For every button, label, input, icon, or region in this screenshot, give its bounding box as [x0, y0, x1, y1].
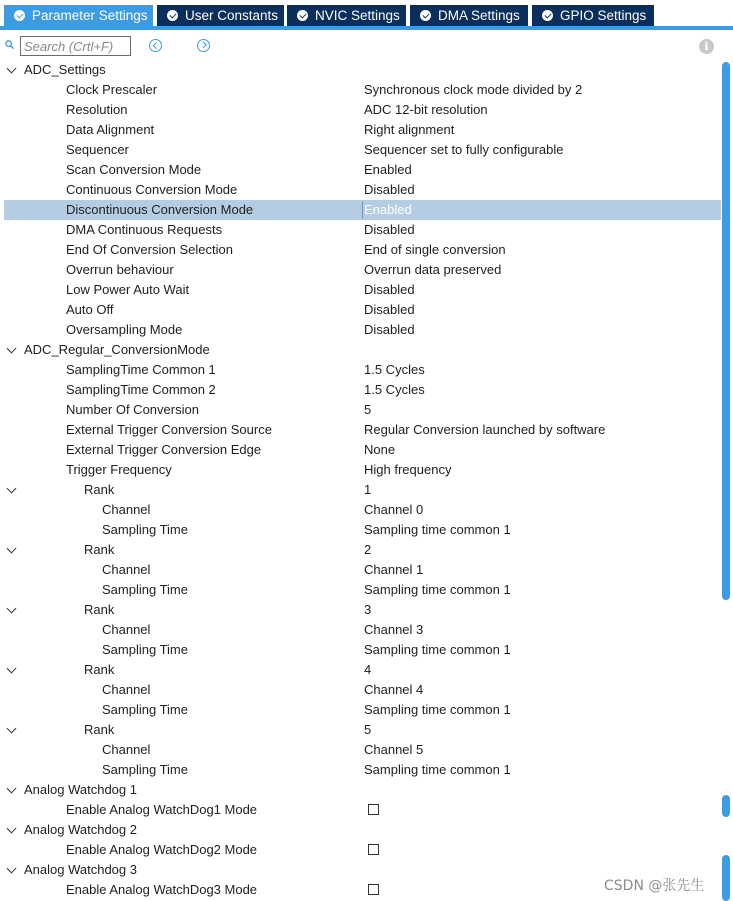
chevron-down-icon[interactable]	[7, 664, 17, 674]
tree-row-resolution[interactable]	[0, 100, 722, 120]
chevron-down-icon[interactable]	[7, 544, 17, 554]
tree-row-label: Rank	[84, 662, 115, 677]
tree-row-label: End Of Conversion Selection	[66, 242, 233, 257]
tree-row-value[interactable]: Enabled	[364, 200, 412, 220]
tree-group-rank[interactable]	[0, 480, 722, 500]
vertical-scrollbar[interactable]	[722, 60, 733, 901]
tree-row-channel[interactable]	[0, 500, 722, 520]
tab-label: DMA Settings	[438, 8, 520, 23]
tree-row-label: Rank	[84, 602, 115, 617]
tree-row-label: Channel	[102, 562, 151, 577]
tree-row-sequencer[interactable]	[0, 140, 722, 160]
tree-row-label: External Trigger Conversion Source	[66, 422, 272, 437]
tree-row-label: Sequencer	[66, 142, 129, 157]
tree-row-channel[interactable]	[0, 620, 722, 640]
tree-row-label: Analog Watchdog 3	[24, 862, 137, 877]
tree-row-value[interactable]: Channel 5	[364, 742, 424, 757]
tree-row-external-trigger-conversion-edge[interactable]	[0, 440, 722, 460]
tree-row-channel[interactable]	[0, 560, 722, 580]
tree-row-label: Trigger Frequency	[66, 462, 172, 477]
checkbox[interactable]	[368, 884, 379, 895]
check-circle-icon	[14, 10, 25, 21]
tree-row-value[interactable]: Sampling time common 1	[364, 522, 511, 537]
tree-row-value[interactable]: Channel 1	[364, 562, 424, 577]
tree-row-samplingtime-common-1[interactable]	[0, 360, 722, 380]
tree-row-value[interactable]: 5	[364, 402, 372, 417]
tab-bar-underline	[0, 26, 733, 30]
tree-row-label: Sampling Time	[102, 582, 188, 597]
tree-row-label: Channel	[102, 622, 151, 637]
tree-row-label: Clock Prescaler	[66, 82, 158, 97]
tree-row-sampling-time[interactable]	[0, 580, 722, 600]
check-circle-icon	[420, 10, 431, 21]
tree-row-label: Enable Analog WatchDog3 Mode	[66, 882, 258, 897]
tab-label: User Constants	[185, 8, 279, 23]
tree-row-label: Enable Analog WatchDog2 Mode	[66, 842, 258, 857]
tree-row-label: Data Alignment	[66, 122, 155, 137]
tree-row-label: Overrun behaviour	[66, 262, 174, 277]
search-input[interactable]	[20, 36, 131, 56]
chevron-down-icon[interactable]	[7, 64, 17, 74]
tree-row-low-power-auto-wait[interactable]	[0, 280, 722, 300]
tree-row-auto-off[interactable]	[0, 300, 722, 320]
tree-row-value[interactable]: Sampling time common 1	[364, 762, 511, 777]
tree-row-label: Analog Watchdog 1	[24, 782, 137, 797]
tree-row-dma-continuous-requests[interactable]	[0, 220, 722, 240]
tree-row-label: External Trigger Conversion Edge	[66, 442, 262, 457]
tree-row-label: Number Of Conversion	[66, 402, 199, 417]
tab-user-constants[interactable]	[157, 5, 284, 26]
tree-row-value[interactable]: 1	[364, 482, 372, 497]
tree-row-value[interactable]: 5	[364, 722, 372, 737]
tree-row-label: Analog Watchdog 2	[24, 822, 137, 837]
tree-row-label: SamplingTime Common 2	[66, 382, 216, 397]
tree-row-label: Sampling Time	[102, 522, 188, 537]
tree-row-label: Low Power Auto Wait	[66, 282, 190, 297]
chevron-down-icon[interactable]	[7, 484, 17, 494]
tree-row-sampling-time[interactable]	[0, 700, 722, 720]
scrollbar-thumb[interactable]	[722, 62, 730, 600]
tree-row-label: Sampling Time	[102, 642, 188, 657]
tree-row-label: DMA Continuous Requests	[66, 222, 223, 237]
tree-row-scan-conversion-mode[interactable]	[0, 160, 722, 180]
tree-row-label: Oversampling Mode	[66, 322, 183, 337]
chevron-left-circle-icon[interactable]	[149, 39, 162, 52]
check-circle-icon	[297, 10, 308, 21]
chevron-down-icon[interactable]	[7, 344, 17, 354]
tree-row-value[interactable]: Disabled	[364, 182, 415, 197]
tree-group-rank[interactable]	[0, 720, 722, 740]
tree-row-samplingtime-common-2[interactable]	[0, 380, 722, 400]
tree-row-number-of-conversion[interactable]	[0, 400, 722, 420]
tree-row-value[interactable]: Channel 3	[364, 622, 424, 637]
tree-group-adc-regular-conversionmode[interactable]	[0, 340, 722, 360]
tree-group-rank[interactable]	[0, 660, 722, 680]
tree-row-value[interactable]: 1.5 Cycles	[364, 362, 425, 377]
tab-nvic-settings[interactable]	[287, 5, 406, 26]
tree-row-label: Channel	[102, 742, 151, 757]
chevron-down-icon[interactable]	[7, 864, 17, 874]
tree-group-rank[interactable]	[0, 540, 722, 560]
tree-row-value[interactable]: 1.5 Cycles	[364, 382, 425, 397]
tree-row-label: Rank	[84, 482, 115, 497]
toolbar	[0, 34, 733, 58]
tree-row-value[interactable]: 2	[364, 542, 372, 557]
tree-row-end-of-conversion-selection[interactable]	[0, 240, 722, 260]
chevron-down-icon[interactable]	[7, 784, 17, 794]
tree-group-rank[interactable]	[0, 600, 722, 620]
tab-bar	[0, 0, 733, 30]
tree-row-data-alignment[interactable]	[0, 120, 722, 140]
tree-row-value[interactable]: High frequency	[364, 462, 452, 477]
tree-row-channel[interactable]	[0, 680, 722, 700]
tree-row-value[interactable]: ADC 12-bit resolution	[364, 102, 488, 117]
check-circle-icon	[167, 10, 178, 21]
tree-row-discontinuous-conversion-mode[interactable]	[0, 200, 722, 220]
tree-row-label: Rank	[84, 722, 115, 737]
tree-row-value[interactable]: End of single conversion	[364, 242, 506, 257]
tree-row-label: SamplingTime Common 1	[66, 362, 216, 377]
tree-row-value[interactable]: Overrun data preserved	[364, 262, 502, 277]
scrollbar-thumb-lower[interactable]	[722, 795, 730, 817]
tree-group-analog-watchdog-1[interactable]	[0, 780, 722, 800]
tree-row-value[interactable]: Disabled	[364, 322, 415, 337]
watermark: CSDN @张先生	[604, 878, 705, 894]
checkbox[interactable]	[368, 844, 379, 855]
tree-row-clock-prescaler[interactable]	[0, 80, 722, 100]
tree-group-analog-watchdog-2[interactable]	[0, 820, 722, 840]
tab-label: GPIO Settings	[560, 8, 647, 23]
tree-row-label: Scan Conversion Mode	[66, 162, 202, 177]
search-icon	[5, 40, 14, 49]
tree-row-value[interactable]: Synchronous clock mode divided by 2	[364, 82, 583, 97]
tree-row-value[interactable]: Enabled	[364, 162, 412, 177]
tree-row-sampling-time[interactable]	[0, 520, 722, 540]
tree-row-value[interactable]: Disabled	[364, 222, 415, 237]
parameter-tree	[0, 60, 722, 900]
tree-row-value[interactable]: Sampling time common 1	[364, 582, 511, 597]
tree-row-value[interactable]: Sampling time common 1	[364, 642, 511, 657]
tree-row-label: Channel	[102, 682, 151, 697]
check-circle-icon	[542, 10, 553, 21]
tree-row-continuous-conversion-mode[interactable]	[0, 180, 722, 200]
tree-row-overrun-behaviour[interactable]	[0, 260, 722, 280]
tree-row-value[interactable]: 3	[364, 602, 372, 617]
tree-row-oversampling-mode[interactable]	[0, 320, 722, 340]
tree-row-label: Enable Analog WatchDog1 Mode	[66, 802, 258, 817]
tree-row-value[interactable]: Right alignment	[364, 122, 455, 137]
tree-row-sampling-time[interactable]	[0, 640, 722, 660]
tab-parameter-settings[interactable]	[4, 5, 153, 26]
tree-row-enable-analog-watchdog1-mode[interactable]	[0, 800, 722, 820]
tree-row-sampling-time[interactable]	[0, 760, 722, 780]
chevron-down-icon[interactable]	[7, 604, 17, 614]
tree-row-value[interactable]: None	[364, 442, 396, 457]
tree-row-label: Auto Off	[66, 302, 114, 317]
tree-row-label: Sampling Time	[102, 702, 188, 717]
tree-row-label: Resolution	[66, 102, 128, 117]
tree-row-value[interactable]: Channel 0	[364, 502, 424, 517]
tree-row-value[interactable]: Sequencer set to fully configurable	[364, 142, 564, 157]
tree-row-label: Discontinuous Conversion Mode	[66, 202, 254, 217]
chevron-down-icon[interactable]	[7, 824, 17, 834]
tree-row-label: Channel	[102, 502, 151, 517]
tree-row-label: ADC_Settings	[24, 62, 106, 77]
tree-row-value[interactable]: Disabled	[364, 282, 415, 297]
chevron-down-icon[interactable]	[7, 724, 17, 734]
scrollbar-thumb-end[interactable]	[722, 855, 730, 901]
checkbox[interactable]	[368, 804, 379, 815]
tree-row-label: Continuous Conversion Mode	[66, 182, 238, 197]
tree-row-label: Sampling Time	[102, 762, 188, 777]
tree-row-value[interactable]: Regular Conversion launched by software	[364, 422, 606, 437]
tree-row-trigger-frequency[interactable]	[0, 460, 722, 480]
chevron-right-circle-icon[interactable]	[197, 39, 210, 52]
tree-row-label: Rank	[84, 542, 115, 557]
tab-gpio-settings[interactable]	[532, 5, 654, 26]
tree-row-value[interactable]: Disabled	[364, 302, 415, 317]
tab-label: Parameter Settings	[32, 8, 148, 23]
tree-row-external-trigger-conversion-source[interactable]	[0, 420, 722, 440]
tree-row-value[interactable]: 4	[364, 662, 372, 677]
tree-row-channel[interactable]	[0, 740, 722, 760]
tab-label: NVIC Settings	[315, 8, 400, 23]
tree-row-enable-analog-watchdog2-mode[interactable]	[0, 840, 722, 860]
tree-row-value[interactable]: Channel 4	[364, 682, 424, 697]
tree-row-label: ADC_Regular_ConversionMode	[24, 342, 210, 357]
tree-group-adc-settings[interactable]	[0, 60, 722, 80]
tree-row-value[interactable]: Sampling time common 1	[364, 702, 511, 717]
tab-dma-settings[interactable]	[410, 5, 528, 26]
info-icon[interactable]: i	[699, 39, 714, 54]
